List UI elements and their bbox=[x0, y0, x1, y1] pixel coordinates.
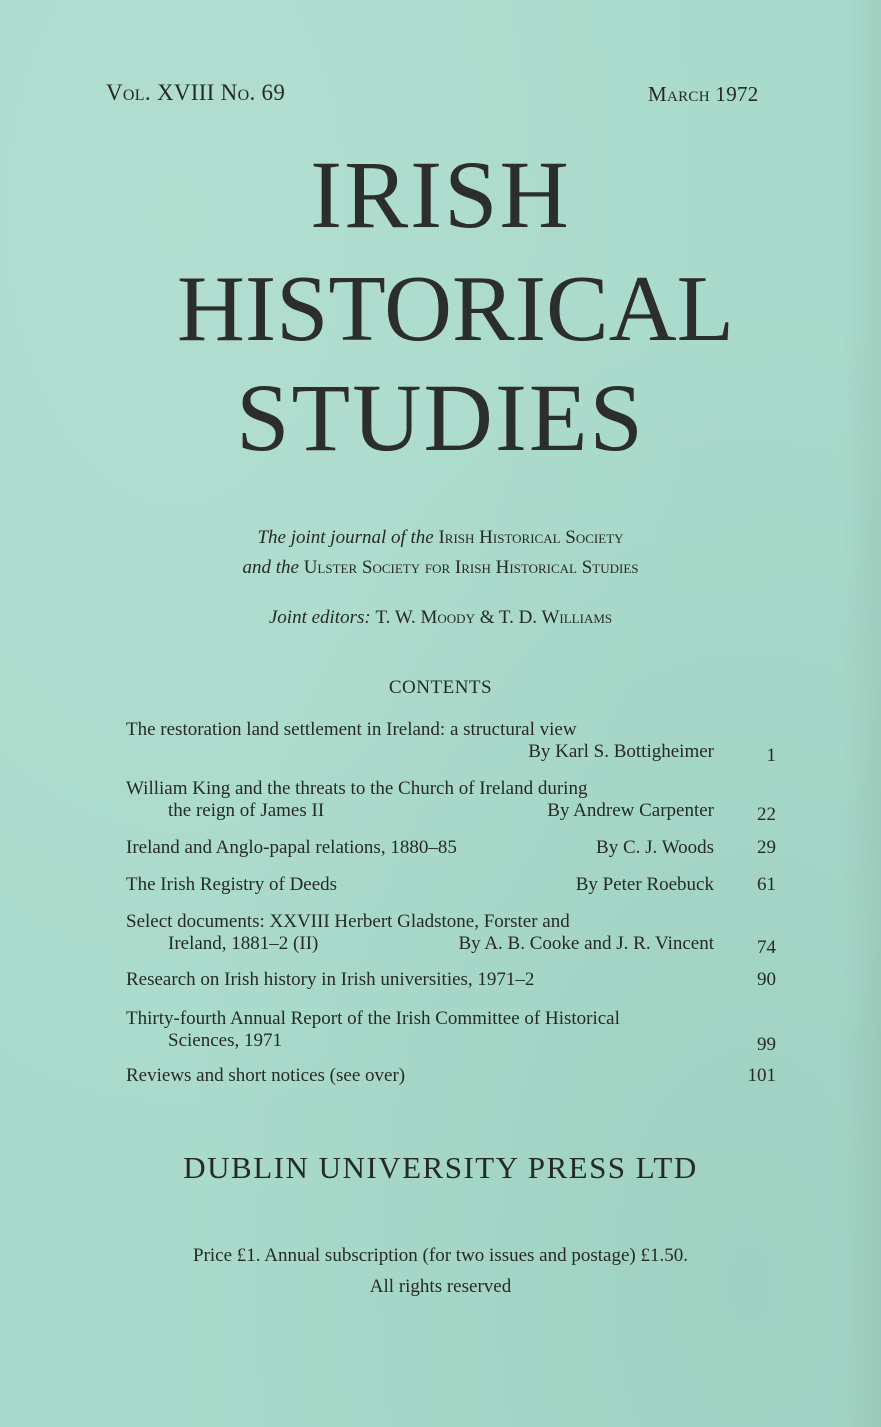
contents-entry-line bbox=[126, 778, 776, 800]
publisher-name: DUBLIN UNIVERSITY PRESS LTD bbox=[183, 1150, 698, 1185]
subtitle-line-2 bbox=[0, 553, 881, 583]
contents-entry-title: Ireland, 1881–2 (II) bbox=[168, 933, 319, 954]
title-line-2: HISTORICAL bbox=[176, 257, 735, 361]
contents-entry bbox=[126, 969, 776, 991]
contents-entry-title: Sciences, 1971 bbox=[168, 1030, 282, 1051]
society-name-2: Ulster Society for Irish Historical Studies bbox=[303, 557, 639, 578]
contents-entry-page: 22 bbox=[757, 804, 776, 825]
contents-entry-page: 90 bbox=[757, 969, 776, 990]
contents-entry-line bbox=[126, 1065, 776, 1087]
subtitle-italic-2: and the bbox=[242, 557, 299, 578]
contents-entry-line bbox=[126, 874, 776, 896]
contents-entry-title: Reviews and short notices (see over) bbox=[126, 1065, 406, 1086]
contents-entry-title: Select documents: XXVIII Herbert Gladstone, Forster and bbox=[126, 911, 570, 932]
contents-entry-title: The Irish Registry of Deeds bbox=[126, 874, 338, 895]
contents-entry-page: 61 bbox=[757, 874, 776, 895]
contents-entry bbox=[126, 778, 776, 825]
contents-entry-author: By Karl S. Bottigheimer bbox=[528, 741, 714, 762]
contents-entry-page: 1 bbox=[766, 745, 776, 766]
contents-entry bbox=[126, 1008, 776, 1055]
contents-entry bbox=[126, 719, 776, 766]
contents-entry-title: William King and the threats to the Church of Ireland during bbox=[126, 778, 588, 799]
contents-entry bbox=[126, 1065, 776, 1087]
volume-number: Vol. XVIII No. 69 bbox=[106, 80, 286, 105]
title-line-1: IRISH bbox=[310, 141, 571, 248]
contents-entry-page: 101 bbox=[747, 1065, 776, 1086]
joint-editors bbox=[0, 603, 881, 633]
contents-entry-author: By Andrew Carpenter bbox=[547, 800, 714, 821]
editors-names: T. W. Moody & T. D. Williams bbox=[375, 607, 613, 628]
contents-entry-line bbox=[126, 933, 776, 958]
contents-entry-line bbox=[126, 800, 776, 825]
issue-date: March 1972 bbox=[648, 82, 759, 106]
contents-entry-author: By Peter Roebuck bbox=[575, 874, 714, 895]
contents-entry-page: 99 bbox=[757, 1034, 776, 1055]
contents-entry-title: The restoration land settlement in Ireland: a structural view bbox=[126, 719, 577, 740]
price-line: Price £1. Annual subscription (for two issues and postage) £1.50. bbox=[193, 1245, 688, 1266]
society-name-1: Irish Historical Society bbox=[438, 527, 624, 548]
contents-entry-page: 74 bbox=[757, 937, 776, 958]
contents-entry bbox=[126, 837, 776, 859]
contents-entry-line bbox=[126, 969, 776, 991]
contents-entry-line bbox=[126, 719, 776, 741]
subtitle-line-1 bbox=[0, 523, 881, 553]
contents-entry-title: Research on Irish history in Irish universities, 1971–2 bbox=[126, 969, 535, 990]
contents-entry bbox=[126, 874, 776, 896]
contents-entry-line bbox=[126, 1008, 776, 1030]
title-line-3: STUDIES bbox=[236, 364, 645, 471]
contents-heading: CONTENTS bbox=[388, 677, 493, 698]
editors-label: Joint editors: bbox=[268, 607, 371, 628]
contents-entry-author: By A. B. Cooke and J. R. Vincent bbox=[458, 933, 714, 954]
contents-entry-page: 29 bbox=[757, 837, 776, 858]
contents-entry-title: Ireland and Anglo-papal relations, 1880–85 bbox=[126, 837, 457, 858]
contents-entry-line bbox=[126, 741, 776, 766]
contents-entry-title: Thirty-fourth Annual Report of the Irish Committee of Historical bbox=[126, 1008, 620, 1029]
contents-entry-line bbox=[126, 837, 776, 859]
contents-entry bbox=[126, 911, 776, 958]
subtitle-italic-1: The joint journal of the bbox=[257, 527, 434, 548]
contents-entry-line bbox=[126, 911, 776, 933]
rights-notice: All rights reserved bbox=[369, 1276, 512, 1297]
contents-entry-title: the reign of James II bbox=[168, 800, 325, 821]
contents-entry-line bbox=[126, 1030, 776, 1055]
contents-entry-author: By C. J. Woods bbox=[596, 837, 714, 858]
